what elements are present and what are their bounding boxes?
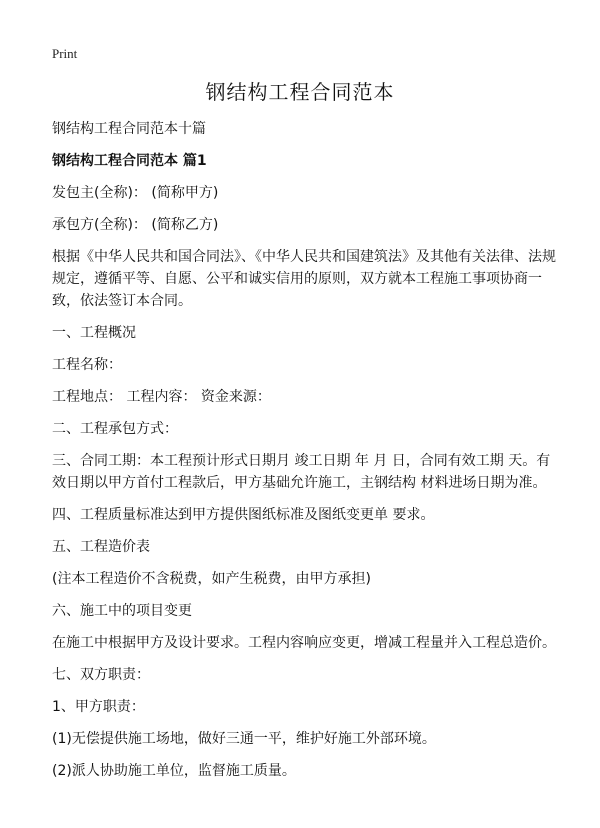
paragraph: 根据《中华人民共和国合同法》、《中华人民共和国建筑法》及其他有关法律、法规规定，遵循平等、自愿、公平和诚实信用的原则，双方就本工程施工事项协商一致，依法签订本合同。 [52,249,556,309]
paragraph: 三、合同工期：本工程预计形式日期月 竣工日期 年 月 日，合同有效工期 天。有效日期以甲方首付工程款后，甲方基础允许施工，主钢结构 材料进场日期为准。 [52,453,551,491]
paragraph: 二、工程承包方式： [52,421,178,437]
paragraph: 一、工程概况 [52,325,136,341]
paragraph: 工程名称： [52,357,122,373]
paragraph: 1、甲方职责： [52,699,145,715]
paragraph: (注本工程造价不含税费，如产生税费，由甲方承担) [52,571,371,587]
section-heading: 钢结构工程合同范本 篇1 [52,153,207,169]
print-link[interactable]: Print [52,46,78,61]
paragraph: 六、施工中的项目变更 [52,603,192,619]
paragraph: 钢结构工程合同范本十篇 [52,121,206,137]
paragraph: 在施工中根据甲方及设计要求。工程内容响应变更，增减工程量并入工程总造价。 [52,635,556,651]
paragraph: (2)派人协助施工单位，监督施工质量。 [52,763,296,779]
paragraph: 发包主(全称)： (简称甲方) [52,185,219,201]
paragraph: 承包方(全称)： (简称乙方) [52,217,219,233]
document-body [52,118,557,792]
paragraph: 四、工程质量标准达到甲方提供图纸标准及图纸变更单 要求。 [52,507,435,523]
paragraph: (1)无偿提供施工场地，做好三通一平，维护好施工外部环境。 [52,731,436,747]
document-title: 钢结构工程合同范本 [205,80,395,104]
paragraph: 五、工程造价表 [52,539,150,555]
paragraph: 七、双方职责： [52,667,150,683]
paragraph: 工程地点： 工程内容： 资金来源： [52,389,271,405]
